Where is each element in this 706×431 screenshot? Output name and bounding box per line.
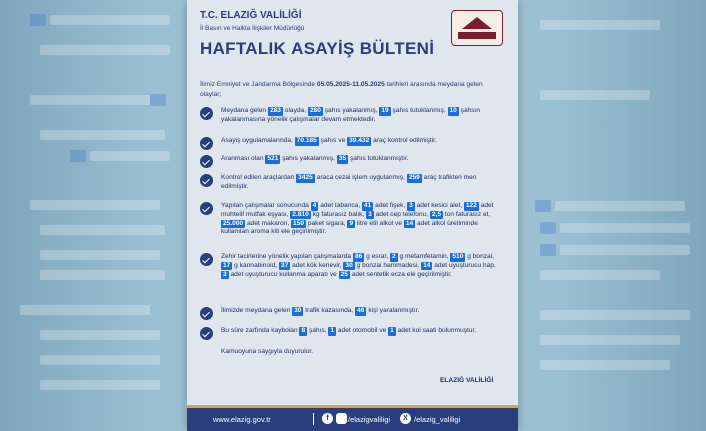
item-text-part: şahıs ve xyxy=(318,137,348,144)
highlighted-number: 259 xyxy=(408,174,420,181)
item-text-part: Kontrol edilen araçlardan xyxy=(221,174,297,181)
item-text-part: adet sentetik ecza ele geçirilmiştir. xyxy=(349,270,452,278)
item-text-part: adet otomobil ve xyxy=(336,327,389,334)
highlighted-number: 30 xyxy=(294,307,302,314)
item-text-part: g kannabinoid, xyxy=(232,261,279,269)
highlighted-number: 122 xyxy=(465,202,477,209)
item-text-part: adet uyuşturucu kullanma aparatı ve xyxy=(228,270,339,278)
check-circle-icon xyxy=(200,107,213,120)
item-text-part: adet kol saati bulunmuştur. xyxy=(395,327,477,334)
facebook-icon[interactable]: f xyxy=(322,413,333,424)
item-text-part: şahsın yakalanmasına yönelik çalışmalar devam etmektedir. xyxy=(221,107,481,123)
highlighted-number: 1 xyxy=(390,327,394,334)
highlighted-number: 25 xyxy=(340,270,348,278)
item-text-part: şahıs tutuklanmış, xyxy=(390,107,448,114)
item-text-part: litre etil alkol ve xyxy=(355,219,404,227)
check-circle-icon xyxy=(200,202,213,215)
highlighted-number: 14 xyxy=(423,261,431,269)
highlighted-number: 510 xyxy=(452,253,464,260)
highlighted-number: 4 xyxy=(312,202,317,209)
item-text-part: g esrar, xyxy=(364,253,390,260)
item-text-part: trafik kazasında, xyxy=(303,307,356,314)
highlighted-number: 86 xyxy=(354,253,363,260)
title-part-2: ASAYİŞ BÜLTENİ xyxy=(291,39,435,58)
highlighted-number: 521 xyxy=(267,155,279,162)
signature: ELAZIĞ VALİLİĞİ xyxy=(440,377,494,384)
item-text xyxy=(221,137,505,146)
bulletin-title xyxy=(200,39,434,59)
closing-text: Kamuoyuna saygıyla duyurulur. xyxy=(221,348,313,355)
footer-accent-line xyxy=(187,405,518,408)
highlighted-number: 3 xyxy=(223,270,227,278)
check-circle-icon xyxy=(200,137,213,150)
check-circle-icon xyxy=(200,155,213,168)
highlighted-number: 150 xyxy=(293,219,305,227)
item-text-part: kg faturasız balık, xyxy=(310,210,367,218)
item-text-part: Bu süre zarfında kaybolan xyxy=(221,327,300,334)
item-text-part: Aranması olan xyxy=(221,155,266,162)
item-text-part: şahıs yakalanmış, xyxy=(280,155,337,162)
item-text-part: adet kök kenevir, xyxy=(290,261,344,269)
item-text-part: adet muhtelif mutfak eşyası, xyxy=(221,202,494,218)
item-text-part: adet kesici alet, xyxy=(414,202,464,209)
item-text-part: paket sigara, xyxy=(306,219,348,227)
item-text-part: şahıs tutuklanmıştır. xyxy=(348,155,409,162)
item-text-part: g metamfetamin, xyxy=(397,253,451,260)
highlighted-number: 2,5 xyxy=(431,210,442,218)
item-text-part: ton faturasız et, xyxy=(443,210,491,218)
highlighted-number: 10 xyxy=(449,107,457,114)
highlighted-number: 35 xyxy=(338,155,347,162)
item-text-part: Zehir tacirlerine yönelik yapılan çalışmalarda xyxy=(221,253,353,260)
item-text-part: Yapılan çalışmalar sonucunda xyxy=(221,202,311,209)
org-name: T.C. ELAZIĞ VALİLİĞİ xyxy=(200,10,302,21)
item-text xyxy=(221,155,505,164)
check-circle-icon xyxy=(200,174,213,187)
intro-dates: 05.05.2025-11.05.2025 xyxy=(316,81,385,88)
item-text-part: adet tabanca, xyxy=(318,202,362,209)
highlighted-number: 14 xyxy=(405,219,414,227)
instagram-icon[interactable] xyxy=(336,413,347,424)
highlighted-number: 70.185 xyxy=(296,137,317,144)
highlighted-number: 280 xyxy=(309,107,321,114)
highlighted-number: 46 xyxy=(357,307,365,314)
item-text xyxy=(221,202,505,237)
item-text-part: g bonzai hammadesi, xyxy=(354,261,422,269)
item-text-part: adet cep telefonu, xyxy=(373,210,430,218)
item-text-part: adet fişek, xyxy=(373,202,408,209)
social-handle-1[interactable]: /elazigvaliligi xyxy=(348,415,391,424)
item-text-part: araç kontrol edilmiştir. xyxy=(371,137,437,144)
highlighted-number: 19 xyxy=(381,107,389,114)
item-text-part: adet makaron, xyxy=(245,219,291,227)
item-text-part: kişi yaralanmıştır. xyxy=(366,307,420,314)
item-text-part: araç trafikten men edilmiştir. xyxy=(221,174,477,190)
highlighted-number: 283 xyxy=(269,107,281,114)
highlighted-number: 37 xyxy=(280,261,289,269)
item-text-part: araca cezai işlem uygulanmış, xyxy=(314,174,407,181)
intro-text xyxy=(200,80,505,99)
item-text xyxy=(221,107,505,125)
item-text-part: adet alkol üretiminde kullanılan aroma kiti ele geçirilmiştir. xyxy=(221,219,478,236)
highlighted-number: 39.432 xyxy=(349,137,370,144)
item-text xyxy=(221,307,505,316)
intro-part-2: tarihleri arasında meydana gelen olaylar; xyxy=(200,81,483,98)
highlighted-number: 2 xyxy=(391,253,396,260)
item-text-part: g bonzai, xyxy=(465,253,494,260)
highlighted-number: 3425 xyxy=(298,174,313,181)
website-link[interactable]: www.elazig.gov.tr xyxy=(213,415,271,424)
x-icon[interactable]: X xyxy=(400,413,411,424)
highlighted-number: 8 xyxy=(301,327,306,334)
item-text xyxy=(221,327,505,336)
item-text-part: olayda, xyxy=(282,107,308,114)
highlighted-number: 2.810 xyxy=(292,210,309,218)
highlighted-number: 1 xyxy=(330,327,335,334)
item-text-part: Meydana gelen xyxy=(221,107,268,114)
item-text-part: adet uyuşturucu hap, xyxy=(432,261,496,269)
highlighted-number: 9 xyxy=(349,219,354,227)
item-text-part: şahıs yakalanmış, xyxy=(322,107,380,114)
building-logo-icon xyxy=(451,10,503,46)
footer-divider xyxy=(313,413,314,425)
check-circle-icon xyxy=(200,253,213,266)
footer xyxy=(187,405,518,431)
item-text-part: şahıs, xyxy=(307,327,329,334)
highlighted-number: 3 xyxy=(409,202,413,209)
item-text xyxy=(221,174,505,192)
item-text xyxy=(221,253,505,279)
department-name: İl Basın ve Halkla İlişkiler Müdürlüğü xyxy=(200,25,305,32)
check-circle-icon xyxy=(200,327,213,340)
check-circle-icon xyxy=(200,307,213,320)
title-part-1: HAFTALIK xyxy=(200,39,292,58)
highlighted-number: 3 xyxy=(368,210,372,218)
item-text-part: Asayiş uygulamalarında, xyxy=(221,137,295,144)
social-handle-2[interactable]: /elazig_valiligi xyxy=(414,415,461,424)
bulletin-card xyxy=(187,0,518,431)
highlighted-number: 41 xyxy=(364,202,372,209)
item-text-part: İlimizde meydana gelen xyxy=(221,307,293,314)
intro-part-1: İlimiz Emniyet ve Jandarma Bölgesinde xyxy=(200,81,317,88)
highlighted-number: 30 xyxy=(345,261,353,269)
highlighted-number: 25.000 xyxy=(223,219,244,227)
highlighted-number: 17 xyxy=(223,261,231,269)
